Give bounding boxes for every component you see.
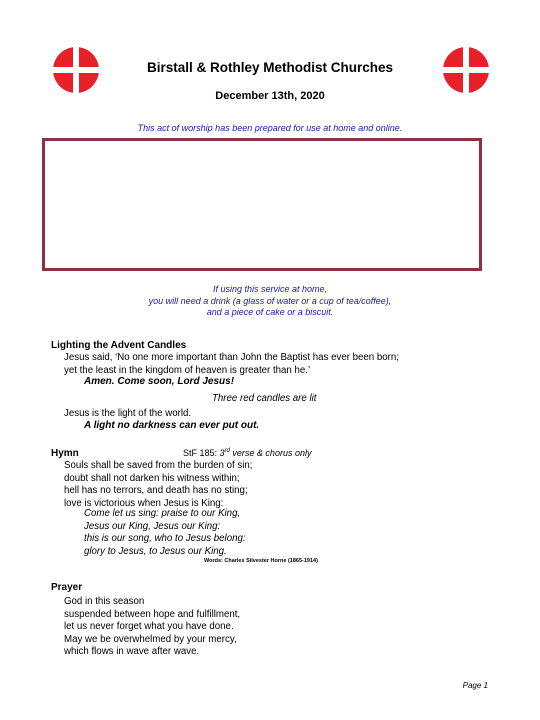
hymn-line: love is victorious when Jesus is King:: [64, 497, 224, 509]
hymn-number: StF 185:: [183, 448, 218, 458]
page-number: Page 1: [462, 681, 488, 690]
page-title: Birstall & Rothley Methodist Churches: [146, 60, 394, 75]
prayer-line: God in this season: [64, 596, 145, 607]
prayer-line: let us never forget what you have done.: [64, 621, 234, 632]
hymn-line: doubt shall not darken his witness within;: [64, 472, 240, 484]
congregation-response: A light no darkness can ever put out.: [84, 420, 260, 431]
prayer-line: May we be overwhelmed by your mercy,: [64, 633, 237, 645]
hymn-verse: [64, 460, 252, 510]
section-heading-prayer: Prayer: [51, 582, 83, 593]
intro-note: This act of worship has been prepared for use at home and online.: [137, 123, 403, 133]
scripture-line: yet the least in the kingdom of heaven is greater than he.’: [64, 364, 311, 376]
hymn-chorus: [84, 508, 246, 558]
service-date: December 13th, 2020: [215, 90, 325, 102]
hymn-line: hell has no terrors, and death has no sting;: [64, 485, 248, 496]
hymn-reference: [183, 448, 311, 458]
hymn-verse-num: 3rd verse & chorus only: [219, 448, 312, 458]
section-heading-advent-candles: Lighting the Advent Candles: [51, 340, 187, 351]
chorus-line: this is our song, who to Jesus belong:: [84, 533, 246, 544]
chorus-line: Jesus our King, Jesus our King:: [84, 520, 221, 532]
scripture-line: Jesus said, ‘No one more important than John the Baptist has ever been born;: [64, 352, 399, 363]
chorus-line: glory to Jesus, to Jesus our King.: [84, 545, 227, 557]
prayer-line: suspended between hope and fulfillment,: [64, 608, 241, 620]
video-frame-placeholder: [42, 138, 482, 271]
light-line: Jesus is the light of the world.: [64, 408, 192, 419]
rubric: Three red candles are lit: [212, 393, 317, 404]
at-home-line: and a piece of cake or a biscuit.: [206, 307, 334, 317]
at-home-note: [0, 284, 540, 319]
at-home-line: If using this service at home,: [212, 284, 328, 294]
hymn-line: Souls shall be saved from the burden of sin;: [64, 460, 253, 471]
prayer-line: which flows in wave after wave.: [64, 646, 200, 657]
congregation-response: Amen. Come soon, Lord Jesus!: [84, 376, 235, 387]
hymn-credit: Words: Charles Silvester Horne (1865-1914): [204, 558, 318, 564]
at-home-line: you will need a drink (a glass of water or a cup of tea/coffee),: [148, 295, 392, 306]
chorus-line: Come let us sing: praise to our King,: [84, 508, 241, 519]
section-heading-hymn: Hymn: [51, 448, 79, 459]
prayer-text: [64, 596, 240, 659]
candles-text: [64, 352, 399, 377]
